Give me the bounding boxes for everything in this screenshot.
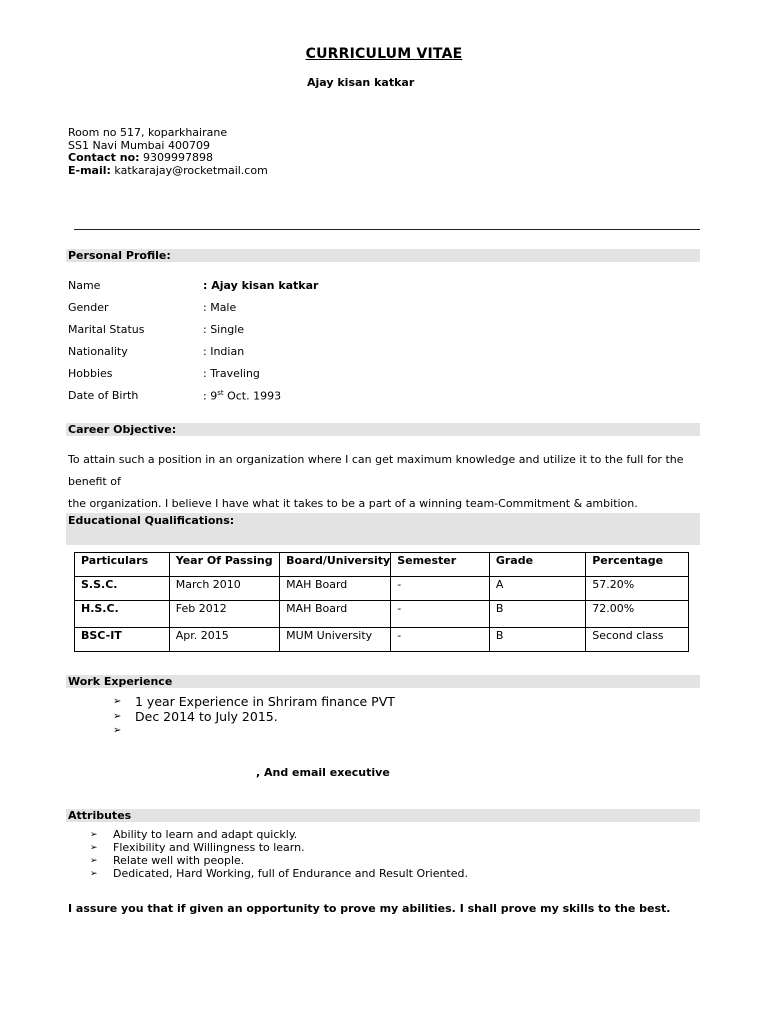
work-experience-extra: , And email executive xyxy=(256,766,390,779)
list-item-text: Dedicated, Hard Working, full of Endurance and Result Oriented. xyxy=(113,866,468,880)
table-cell: - xyxy=(391,601,490,628)
table-header: Semester xyxy=(391,553,490,577)
horizontal-rule xyxy=(74,229,700,230)
profile-label-dob: Date of Birth xyxy=(68,389,139,402)
list-item xyxy=(113,695,395,710)
document-title: CURRICULUM VITAE xyxy=(305,46,463,62)
dob-day: : 9 xyxy=(203,389,218,403)
table-cell: Apr. 2015 xyxy=(169,628,279,652)
arrow-bullet-icon: ➢ xyxy=(90,868,98,879)
dob-rest: Oct. 1993 xyxy=(223,389,282,403)
list-item-text: Relate well with people. xyxy=(113,853,245,867)
table-header: Board/University xyxy=(280,553,391,577)
list-item xyxy=(90,868,468,881)
personal-profile-heading: Personal Profile: xyxy=(68,249,171,262)
contact-label: Contact no: xyxy=(68,151,140,165)
table-cell: 57.20% xyxy=(586,577,689,601)
work-experience-list xyxy=(113,695,395,739)
table-cell: MAH Board xyxy=(280,577,391,601)
email-value: katkarajay@rocketmail.com xyxy=(114,164,268,178)
closing-statement: I assure you that if given an opportunity to prove my abilities. I shall prove my skills to the best. xyxy=(68,902,671,915)
arrow-bullet-icon: ➢ xyxy=(90,830,98,840)
table-header-row xyxy=(75,553,689,577)
profile-label-nationality: Nationality xyxy=(68,345,128,358)
profile-label-gender: Gender xyxy=(68,301,109,314)
table-header: Grade xyxy=(489,553,585,577)
table-cell: 72.00% xyxy=(586,601,689,628)
profile-value-hobbies: : Traveling xyxy=(203,367,260,380)
career-objective-heading-band xyxy=(66,423,700,436)
table-row xyxy=(75,577,689,601)
address-line-2: SS1 Navi Mumbai 400709 xyxy=(68,138,210,152)
list-item-text: Dec 2014 to July 2015. xyxy=(135,708,278,724)
profile-value-marital-status: : Single xyxy=(203,323,245,336)
objective-line-2: the organization. I believe I have what it takes to be a part of a winning team-Commitment & ambition. xyxy=(68,497,638,510)
table-cell: MAH Board xyxy=(280,601,391,628)
profile-value-name: : Ajay kisan katkar xyxy=(203,279,319,292)
table-row xyxy=(75,628,689,652)
table-cell: Feb 2012 xyxy=(169,601,279,628)
table-cell: B xyxy=(489,628,585,652)
education-heading-band xyxy=(66,513,700,545)
attributes-heading-band xyxy=(66,809,700,822)
career-objective-text xyxy=(68,449,708,515)
table-cell: March 2010 xyxy=(169,577,279,601)
list-item xyxy=(90,842,468,855)
table-header: Particulars xyxy=(75,553,170,577)
objective-line-1: To attain such a position in an organization where I can get maximum knowledge and utilize it to the full for the benefit of xyxy=(68,453,684,488)
education-heading: Educational Qualifications: xyxy=(68,514,235,527)
dob-ordinal: st xyxy=(217,389,224,397)
profile-label-hobbies: Hobbies xyxy=(68,367,113,380)
attributes-heading: Attributes xyxy=(68,809,132,822)
table-cell: A xyxy=(489,577,585,601)
attributes-list xyxy=(90,829,468,881)
table-cell: BSC-IT xyxy=(75,628,170,652)
profile-label-name: Name xyxy=(68,279,101,292)
arrow-bullet-icon: ➢ xyxy=(90,842,98,853)
contact-value: 9309997898 xyxy=(143,151,214,165)
table-cell: MUM University xyxy=(280,628,391,652)
table-cell: - xyxy=(391,628,490,652)
profile-value-gender: : Male xyxy=(203,301,237,314)
table-header: Percentage xyxy=(586,553,689,577)
work-experience-heading: Work Experience xyxy=(68,675,173,688)
profile-value-dob xyxy=(203,389,281,403)
list-item-text: Flexibility and Willingness to learn. xyxy=(113,840,305,854)
personal-profile-heading-band xyxy=(66,249,700,262)
list-item xyxy=(113,710,395,725)
list-item xyxy=(90,855,468,868)
arrow-bullet-icon: ➢ xyxy=(113,725,122,736)
table-header: Year Of Passing xyxy=(169,553,279,577)
arrow-bullet-icon: ➢ xyxy=(113,696,122,707)
table-cell: - xyxy=(391,577,490,601)
table-cell: B xyxy=(489,601,585,628)
list-item xyxy=(90,829,468,842)
education-table xyxy=(74,552,689,652)
email-line xyxy=(68,165,268,178)
list-item xyxy=(113,724,395,739)
table-cell: S.S.C. xyxy=(75,577,170,601)
address-line-1: Room no 517, koparkhairane xyxy=(68,126,228,139)
profile-value-nationality: : Indian xyxy=(203,345,245,358)
work-experience-heading-band xyxy=(66,675,700,688)
email-label: E-mail: xyxy=(68,164,111,178)
list-item-text: 1 year Experience in Shriram finance PVT xyxy=(135,694,395,709)
address-block xyxy=(68,127,268,178)
table-cell: H.S.C. xyxy=(75,601,170,628)
table-row xyxy=(75,601,689,628)
career-objective-heading: Career Objective: xyxy=(68,423,177,436)
profile-label-marital-status: Marital Status xyxy=(68,323,145,336)
arrow-bullet-icon: ➢ xyxy=(90,855,98,866)
table-cell: Second class xyxy=(586,628,689,652)
arrow-bullet-icon: ➢ xyxy=(113,710,122,722)
list-item-text: Ability to learn and adapt quickly. xyxy=(113,828,298,841)
candidate-name: Ajay kisan katkar xyxy=(307,76,415,89)
